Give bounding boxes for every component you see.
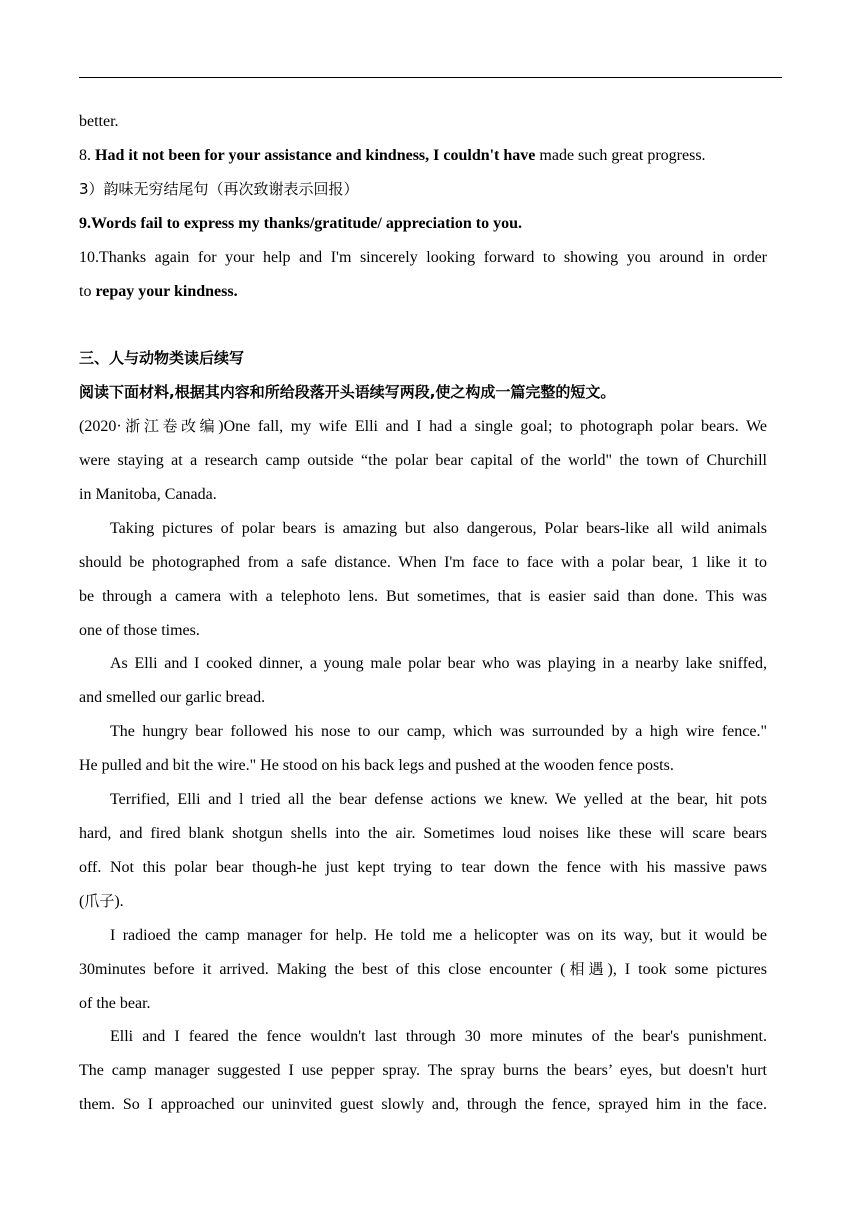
paragraph-2-line-1: As Elli and I cooked dinner, a young male polar bear who was playing in a nearby lake sniffed, [110, 655, 767, 673]
paragraph-4-line-3: off. Not this polar bear though-he just kept trying to tear down the fence with his massive paws [79, 858, 767, 876]
item-8-rest: made such great progress. [535, 146, 706, 164]
item-9-bold-phrase: Words fail to express my thanks/gratitude/ appreciation to you. [91, 214, 522, 232]
paragraph-6-line-1: Elli and I feared the fence wouldn't last through 30 more minutes of the bear's punishment. [110, 1028, 767, 1046]
paragraph-1-line-4: one of those times. [79, 621, 200, 639]
section-instruction: 阅读下面材料,根据其内容和所给段落开头语续写两段,使之构成一篇完整的短文。 [79, 383, 616, 402]
passage-intro-line-1 [79, 410, 767, 444]
item-9 [79, 207, 767, 241]
paragraph-5-line-2 [79, 953, 767, 987]
intro-text: )One fall, my wife Elli and I had a single goal; to photograph polar bears. We [218, 418, 767, 436]
paragraph-5-line-1: I radioed the camp manager for help. He told me a helicopter was on its way, but it would be [110, 926, 767, 944]
document-body [79, 105, 767, 1122]
item-9-number: 9. [79, 214, 91, 232]
item-8-bold-phrase: Had it not been for your assistance and kindness, I couldn't have [95, 146, 536, 164]
paragraph-1-line-3: be through a camera with a telephoto lens. But sometimes, that is easier said than done. This was [79, 587, 767, 605]
top-fragment: better. [79, 113, 119, 130]
p5-text-a: 30minutes before it arrived. Making the best of this close encounter ( [79, 960, 566, 978]
subheading-3: 3）韵味无穷结尾句（再次致谢表示回报） [79, 179, 359, 198]
paragraph-4-line-4 [79, 885, 767, 919]
header-rule [79, 77, 782, 78]
paragraph-6-line-2: The camp manager suggested I use pepper spray. The spray burns the bears’ eyes, but doesn't hurt [79, 1062, 767, 1080]
passage-intro-line-3: in Manitoba, Canada. [79, 485, 217, 503]
passage-intro-line-2: were staying at a research camp outside “the polar bear capital of the world" the town of Churchill [79, 452, 767, 470]
section-spacer [79, 308, 767, 342]
paren-close: ). [114, 892, 124, 910]
paragraph-3-line-1: The hungry bear followed his nose to our camp, which was surrounded by a high wire fence." [110, 723, 767, 741]
paragraph-5-line-3: of the bear. [79, 994, 151, 1012]
item-10-line-1: 10.Thanks again for your help and I'm sincerely looking forward to showing you around in order [79, 248, 767, 266]
paragraph-3-line-2: He pulled and bit the wire." He stood on his back legs and pushed at the wooden fence posts. [79, 757, 674, 775]
source-label: 浙江卷改编 [121, 417, 219, 436]
section-heading: 三、人与动物类读后续写 [79, 349, 245, 368]
paragraph-1-line-2: should be photographed from a safe distance. When I'm face to face with a polar bear, 1 like it to [79, 553, 767, 571]
source-prefix: (2020· [79, 418, 122, 436]
gloss-encounter: 相遇 [565, 959, 608, 978]
paragraph-6-line-3: them. So I approached our uninvited guest slowly and, through the fence, sprayed him in the face. [79, 1096, 767, 1114]
paragraph-4-line-2: hard, and fired blank shotgun shells into the air. Sometimes loud noises like these will scare bears [79, 825, 767, 843]
paragraph-4-line-1: Terrified, Elli and l tried all the bear defense actions we knew. We yelled at the bear, hit pots [110, 791, 767, 809]
item-10-bold-phrase: repay your kindness. [95, 282, 238, 300]
p5-text-b: ), I took some pictures [607, 960, 767, 978]
item-10-prefix: to [79, 282, 96, 300]
paragraph-1-line-1: Taking pictures of polar bears is amazing but also dangerous, Polar bears-like all wild animals [110, 519, 767, 537]
paren-open: ( [79, 892, 85, 910]
item-8 [79, 139, 767, 173]
item-8-number: 8. [79, 146, 95, 164]
paragraph-2-line-2: and smelled our garlic bread. [79, 689, 266, 707]
item-10-line-2 [79, 275, 767, 309]
gloss-paws: 爪子 [84, 891, 115, 910]
